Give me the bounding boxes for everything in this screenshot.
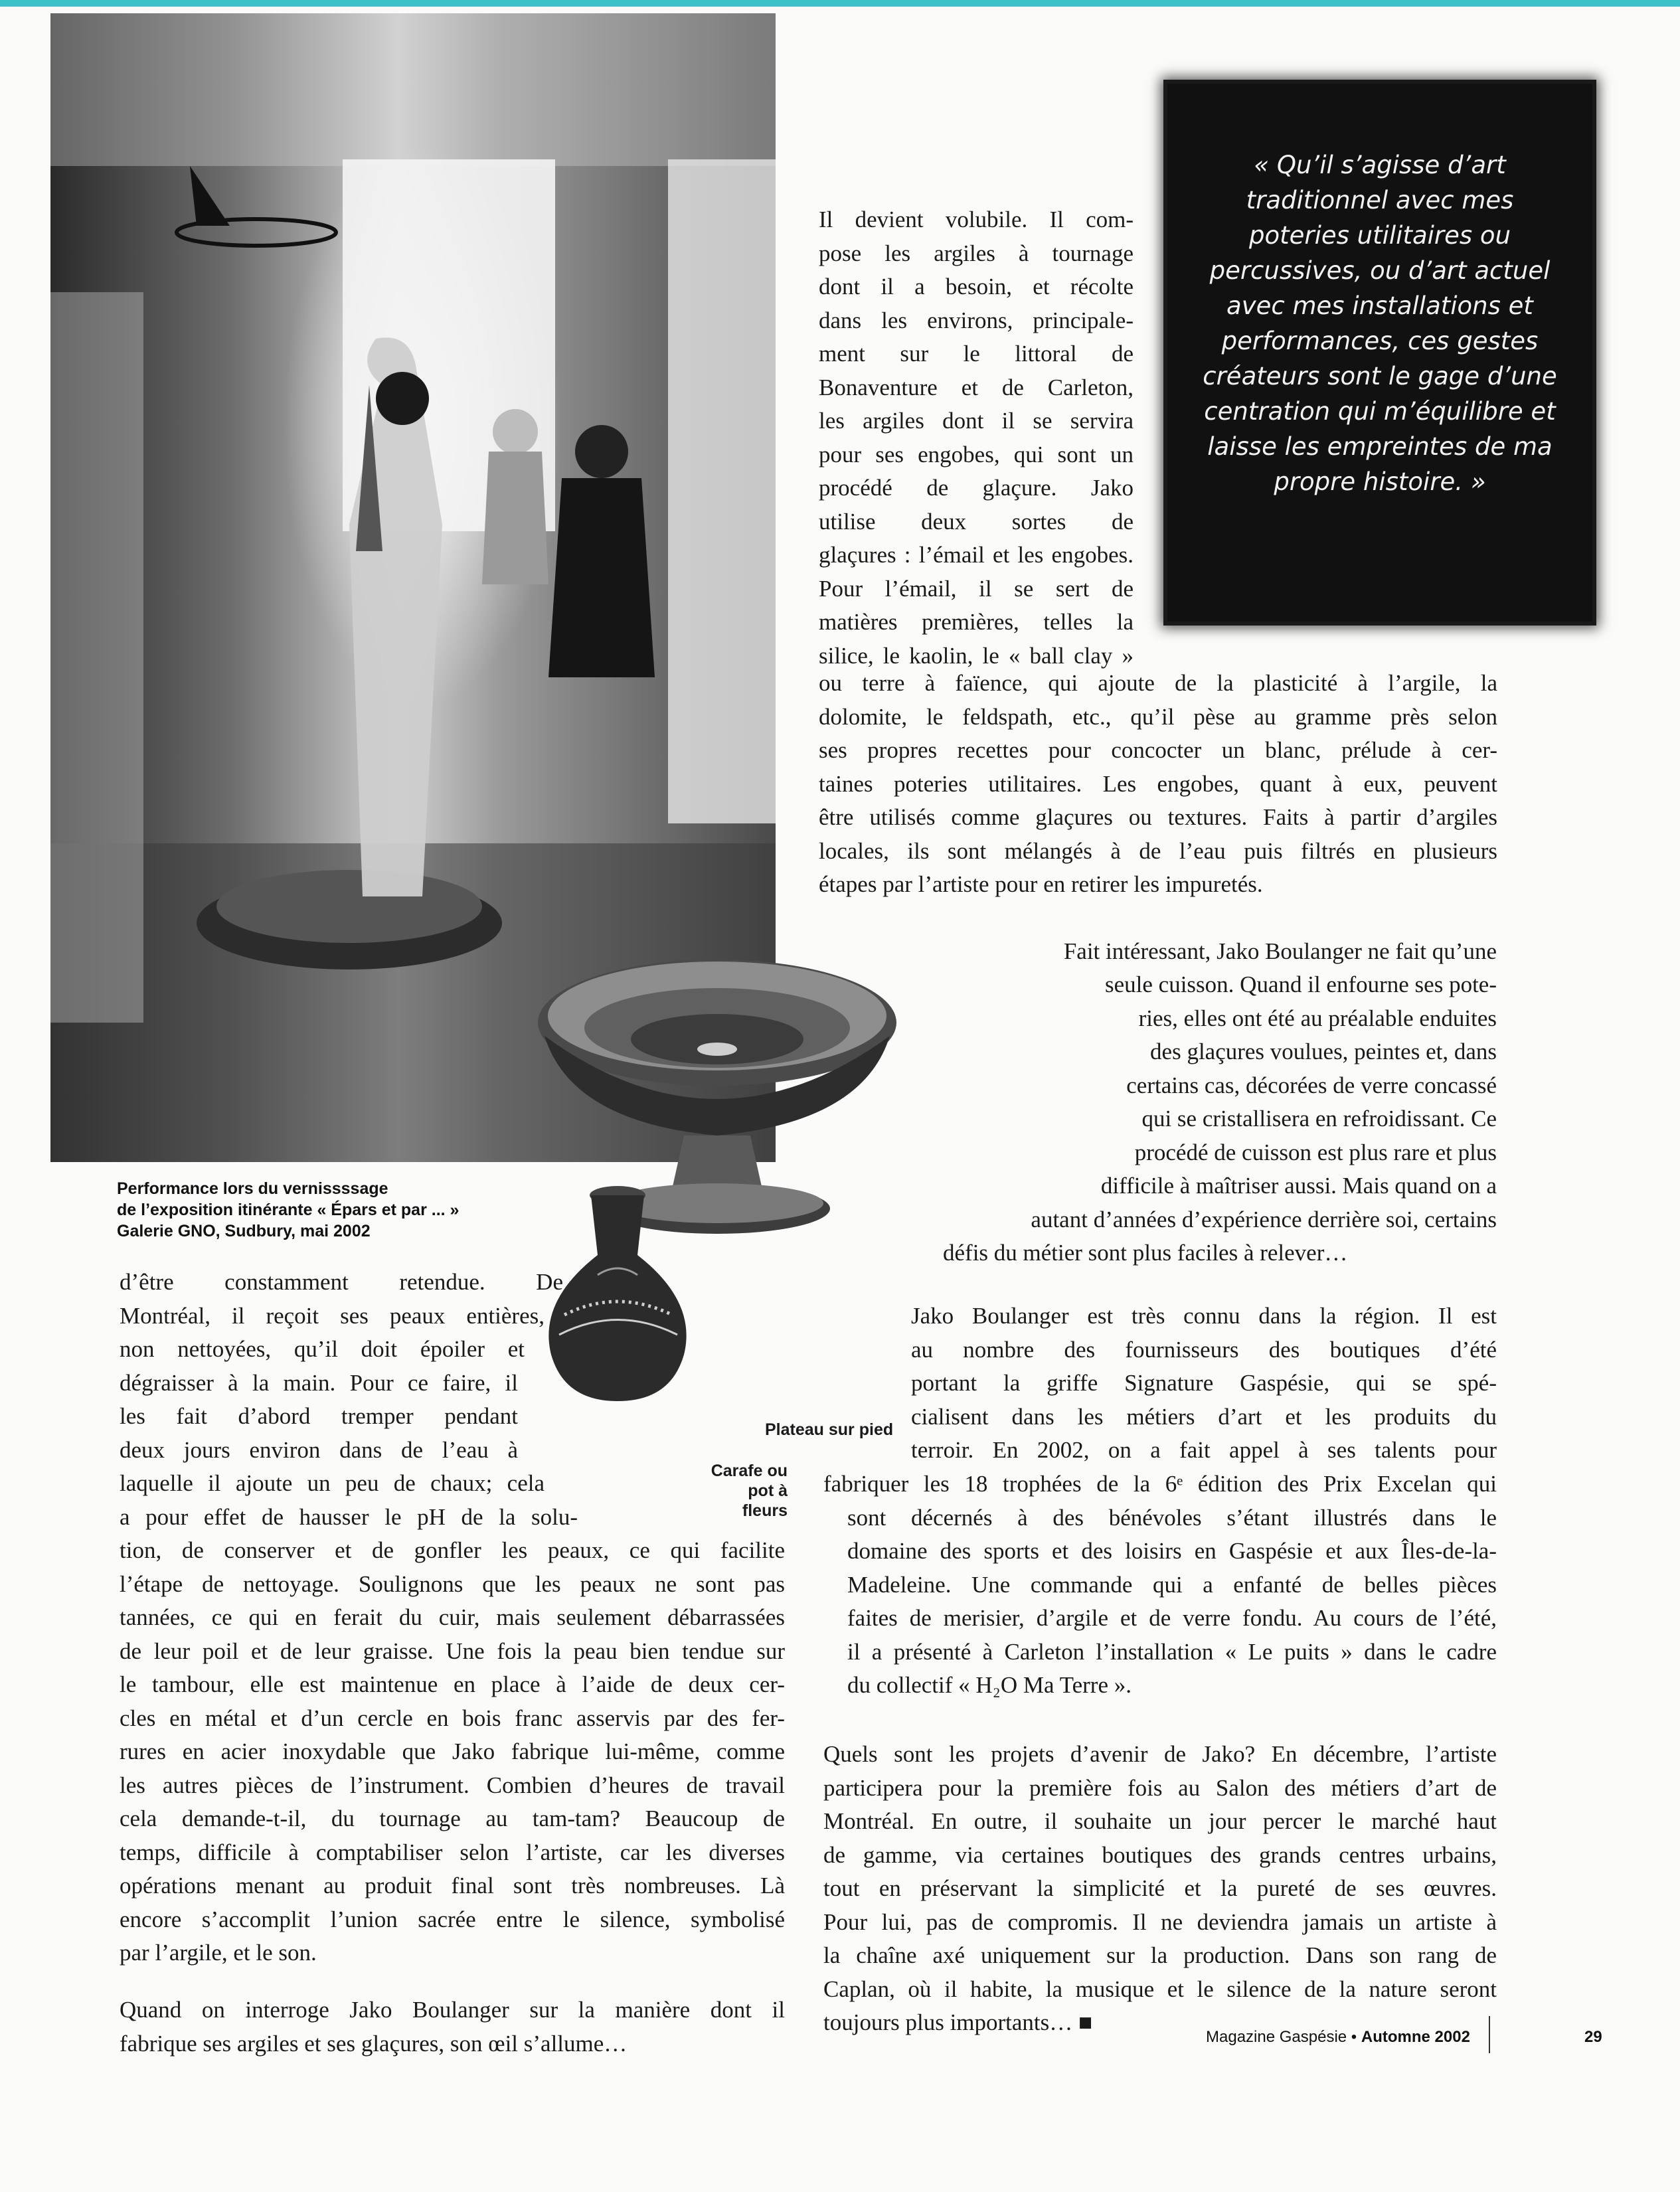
text-line: seule cuisson. Quand il enfourne ses pote- bbox=[1105, 971, 1497, 997]
text-line: Quand on interroge Jako Boulanger sur la manière dont il bbox=[120, 1997, 785, 2023]
text-line: a pour effet de hausser le pH de la solu- bbox=[120, 1503, 578, 1530]
text-line: utilise deux sortes de bbox=[819, 508, 1134, 535]
text-line: encore s’accomplit l’union sacrée entre le silence, symbolisé bbox=[120, 1906, 785, 1932]
text-line: participera pour la première fois au Salon des métiers d’art de bbox=[823, 1774, 1497, 1801]
photo-caption-line: Performance lors du vernissssage bbox=[117, 1179, 388, 1198]
column-right-a bbox=[911, 1300, 1497, 1468]
footer-magazine-issue bbox=[1206, 2028, 1470, 2047]
text-line: cialisent dans les métiers d’art et les produits du bbox=[911, 1403, 1497, 1430]
text-line: défis du métier sont plus faciles à relever… bbox=[943, 1240, 1348, 1266]
text-line: qui se cristallisera en refroidissant. Ce bbox=[1141, 1106, 1497, 1132]
photo-caption bbox=[117, 1178, 459, 1242]
text-line: Pour lui, pas de compromis. Il ne deviendra jamais un artiste à bbox=[823, 1908, 1497, 1935]
text-line: faites de merisier, d’argile et de verre fondu. Au cours de l’été, bbox=[847, 1605, 1497, 1631]
text-line: ment sur le littoral de bbox=[819, 341, 1134, 367]
text-line: cles en métal et d’un cercle en bois franc asservis par des fer- bbox=[120, 1705, 785, 1731]
column-top-middle bbox=[819, 203, 1134, 673]
text-line: être utilisés comme glaçures ou textures. Faits à partir d’argiles bbox=[819, 804, 1497, 830]
text-line: au nombre des fournisseurs des boutiques d’été bbox=[911, 1336, 1497, 1363]
text-line: fabrique ses argiles et ses glaçures, son œil s’allume… bbox=[120, 2030, 628, 2057]
text-line: sont décernés à des bénévoles s’étant illustrés dans le bbox=[847, 1504, 1497, 1531]
column-left-lower bbox=[120, 1534, 785, 1970]
text-line: fabriquer les 18 trophées de la 6ᵉ édition des Prix Excelan qui bbox=[823, 1471, 1497, 1497]
column-right-b bbox=[823, 1468, 1497, 1703]
text-line: matières premières, telles la bbox=[819, 609, 1134, 635]
text-line: ries, elles ont été au préalable enduites bbox=[1138, 1005, 1497, 1031]
text-line: dolomite, le feldspath, etc., qu’il pèse au gramme près selon bbox=[819, 703, 1497, 730]
text-line: silice, le kaolin, le « ball clay » bbox=[819, 642, 1134, 669]
text-line: opérations menant au produit final sont très nombreuses. Là bbox=[120, 1873, 785, 1898]
text-line: certains cas, décorées de verre concassé bbox=[1126, 1072, 1497, 1098]
text-line: difficile à maîtriser aussi. Mais quand on a bbox=[1100, 1173, 1497, 1199]
text-line: les fait d’abord tremper pendant bbox=[120, 1403, 518, 1429]
text-line: procédé de cuisson est plus rare et plus bbox=[1134, 1139, 1497, 1165]
text-line: pour ses engobes, qui sont un bbox=[819, 441, 1134, 467]
text-line: les autres pièces de l’instrument. Combien d’heures de travail bbox=[120, 1772, 785, 1798]
top-color-rule bbox=[0, 0, 1680, 7]
photo-caption-line: de l’exposition itinérante « Épars et par ... » bbox=[117, 1201, 460, 1219]
text-line: procédé de glaçure. Jako bbox=[819, 475, 1134, 501]
text-line: des glaçures voulues, peintes et, dans bbox=[1150, 1039, 1497, 1064]
column-left-last-paragraph bbox=[120, 1993, 785, 2061]
text-line: locales, ils sont mélangés à de l’eau puis filtrés en plusieurs bbox=[819, 837, 1497, 864]
text-line: taines poteries utilitaires. Les engobes, quant à eux, peuvent bbox=[819, 770, 1497, 797]
text-line: Fait intéressant, Jako Boulanger ne fait qu’une bbox=[1063, 938, 1497, 964]
text-line: rures en acier inoxydable que Jako fabrique lui-même, comme bbox=[120, 1738, 785, 1764]
text-line: dégraisser à la main. Pour ce faire, il bbox=[120, 1369, 518, 1396]
text-line: Pour l’émail, il se sert de bbox=[819, 575, 1134, 602]
text-line: le tambour, elle est maintenue en place à l’aide de deux cer- bbox=[120, 1671, 785, 1697]
pull-quote-text: « Qu’il s’agisse d’art traditionnel avec mes poteries utilitaires ou percussives, ou d’art actuel avec mes installations et performances, ces gestes créateurs sont le gage d’une centration qui m’équilibre et laisse les empreintes de ma propre histoire. » bbox=[1203, 151, 1557, 496]
text-line: Montréal. En outre, il souhaite un jour percer le marché haut bbox=[823, 1808, 1497, 1834]
text-line: deux jours environ dans de l’eau à bbox=[120, 1436, 518, 1463]
carafe-caption bbox=[704, 1461, 788, 1521]
text-line: étapes par l’artiste pour en retirer les impuretés. bbox=[819, 871, 1263, 897]
text-line: la chaîne axé uniquement sur la production. Dans son rang de bbox=[823, 1942, 1497, 1968]
column-left-upper bbox=[120, 1266, 578, 1534]
text-line: de leur poil et de leur graisse. Une fois la peau bien tendue sur bbox=[120, 1638, 785, 1664]
footer-divider bbox=[1489, 2016, 1490, 2053]
text-line: terroir. En 2002, on a fait appel à ses talents pour bbox=[911, 1437, 1497, 1463]
text-line: ou terre à faïence, qui ajoute de la plasticité à l’argile, la bbox=[819, 670, 1497, 696]
column-wide-paragraph bbox=[819, 667, 1497, 902]
text-line: l’étape de nettoyage. Soulignons que les peaux ne sont pas bbox=[120, 1570, 785, 1597]
text-line: ses propres recettes pour concocter un blanc, prélude à cer- bbox=[819, 737, 1497, 763]
plateau-caption: Plateau sur pied bbox=[765, 1420, 894, 1439]
text-line: d’être constamment retendue. De bbox=[120, 1269, 563, 1295]
carafe-caption-line: pot à fleurs bbox=[742, 1481, 788, 1520]
text-line: Quels sont les projets d’avenir de Jako? En décembre, l’artiste bbox=[823, 1741, 1497, 1767]
text-line: autant d’années d’expérience derrière soi, certains bbox=[1031, 1207, 1497, 1232]
pull-quote-box bbox=[1167, 84, 1592, 622]
text-line: portant la griffe Signature Gaspésie, qui se spé- bbox=[911, 1370, 1497, 1396]
text-line: les argiles dont il se servira bbox=[819, 408, 1134, 434]
text-line: tion, de conserver et de gonfler les peaux, ce qui facilite bbox=[120, 1537, 785, 1563]
text-line: Caplan, où il habite, la musique et le silence de la nature seront bbox=[823, 1976, 1497, 2002]
footer-issue: Automne 2002 bbox=[1361, 2028, 1470, 2046]
footer-magazine-name: Magazine Gaspésie • bbox=[1206, 2028, 1361, 2046]
text-line: par l’argile, et le son. bbox=[120, 1940, 317, 1966]
photo-caption-line: Galerie GNO, Sudbury, mai 2002 bbox=[117, 1222, 371, 1240]
text-line: dans les environs, principale- bbox=[819, 307, 1134, 333]
text-line: glaçures : l’émail et les engobes. bbox=[819, 542, 1134, 568]
text-line: Montréal, il reçoit ses peaux entières, bbox=[120, 1302, 545, 1329]
text-line: il a présenté à Carleton l’installation « Le puits » dans le cadre bbox=[847, 1638, 1497, 1665]
text-line: temps, difficile à comptabiliser selon l’artiste, car les diverses bbox=[120, 1839, 785, 1865]
text-line: du collectif « H₂O Ma Terre ». bbox=[847, 1672, 1132, 1698]
text-line: tout en préservant la simplicité et la pureté de ses œuvres. bbox=[823, 1875, 1497, 1901]
text-line: Bonaventure et de Carleton, bbox=[819, 374, 1134, 400]
text-line: dont il a besoin, et récolte bbox=[819, 274, 1134, 299]
text-line: tannées, ce qui en ferait du cuir, mais seulement débarrassées bbox=[120, 1604, 785, 1630]
text-line: Madeleine. Une commande qui a enfanté de belles pièces bbox=[847, 1571, 1497, 1598]
text-line: toujours plus importants… ■ bbox=[823, 2009, 1093, 2035]
text-line: Il devient volubile. Il com- bbox=[819, 207, 1134, 232]
text-line: Jako Boulanger est très connu dans la région. Il est bbox=[911, 1303, 1497, 1329]
page-number: 29 bbox=[1584, 2028, 1602, 2046]
text-line: cela demande-t-il, du tournage au tam-tam? Beaucoup de bbox=[120, 1806, 785, 1831]
pottery-illustration bbox=[518, 943, 930, 1408]
carafe-caption-line: Carafe ou bbox=[711, 1462, 788, 1480]
text-line: non nettoyées, qu’il doit époiler et bbox=[120, 1336, 525, 1362]
text-line: pose les argiles à tournage bbox=[819, 240, 1134, 266]
text-line: laquelle il ajoute un peu de chaux; cela bbox=[120, 1470, 545, 1496]
text-line: domaine des sports et des loisirs en Gaspésie et aux Îles-de-la- bbox=[847, 1538, 1497, 1564]
column-right-c bbox=[823, 1738, 1497, 2040]
text-line: de gamme, via certaines boutiques des grands centres urbains, bbox=[823, 1841, 1497, 1868]
